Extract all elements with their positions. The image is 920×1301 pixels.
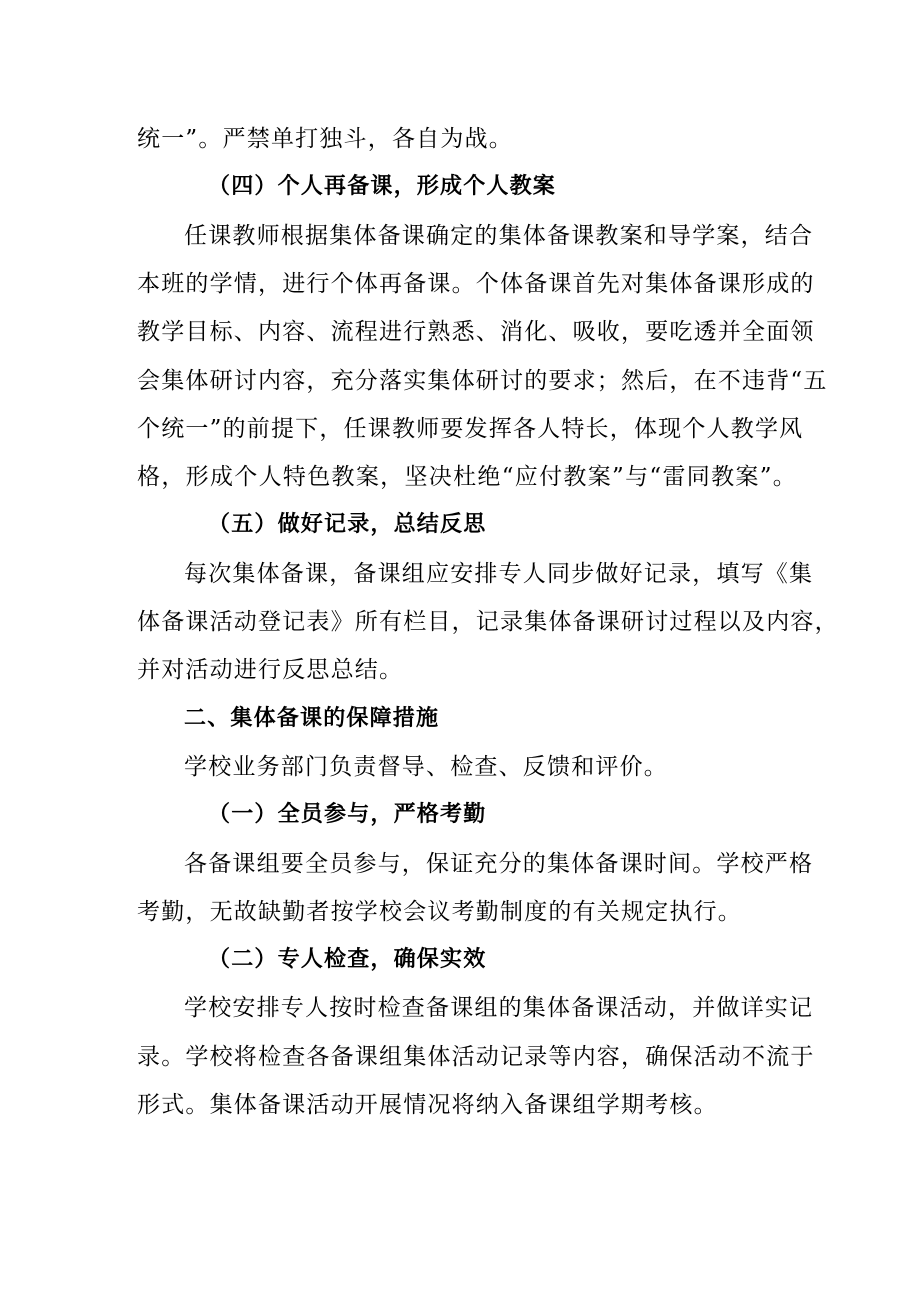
- paragraph-line: 体备课活动登记表》所有栏目，记录集体备课研讨过程以及内容，: [137, 609, 839, 635]
- subsection-heading-5: （五）做好记录，总结反思: [208, 512, 487, 537]
- paragraph-line: 录。学校将检查各备课组集体活动记录等内容，确保活动不流于: [137, 1044, 815, 1070]
- paragraph-line: 个统一”的前提下，任课教师要发挥各人特长，体现个人教学风: [137, 416, 804, 442]
- paragraph-line: 本班的学情，进行个体再备课。个体备课首先对集体备课形成的: [137, 271, 815, 297]
- paragraph-line: 各备课组要全员参与，保证充分的集体备课时间。学校严格: [184, 851, 814, 877]
- subsection-heading-4: （四）个人再备课，形成个人教案: [208, 174, 557, 199]
- paragraph-line: 学校业务部门负责督导、检查、反馈和评价。: [184, 754, 668, 780]
- paragraph-line: 格，形成个人特色教案，坚决杜绝“应付教案”与“雷同教案”。: [137, 464, 797, 490]
- subsection-heading-2: （二）专人检查，确保实效: [208, 947, 487, 972]
- paragraph-line: 形式。集体备课活动开展情况将纳入备课组学期考核。: [137, 1092, 718, 1118]
- section-heading-2: 二、集体备课的保障措施: [184, 706, 440, 731]
- paragraph-line: 并对活动进行反思总结。: [137, 657, 404, 683]
- paragraph-line: 任课教师根据集体备课确定的集体备课教案和导学案，结合: [184, 223, 814, 249]
- paragraph-line: 学校安排专人按时检查备课组的集体备课活动，并做详实记: [184, 995, 814, 1021]
- paragraph-line: 考勤，无故缺勤者按学校会议考勤制度的有关规定执行。: [137, 899, 742, 925]
- subsection-heading-1: （一）全员参与，严格考勤: [208, 802, 487, 827]
- paragraph-line: 每次集体备课，备课组应安排专人同步做好记录，填写《集: [184, 561, 814, 587]
- paragraph-line: 会集体研讨内容，充分落实集体研讨的要求；然后，在不违背“五: [137, 368, 828, 394]
- paragraph-line: 教学目标、内容、流程进行熟悉、消化、吸收，要吃透并全面领: [137, 319, 815, 345]
- paragraph-line: 统一”。严禁单打独斗，各自为战。: [137, 126, 513, 152]
